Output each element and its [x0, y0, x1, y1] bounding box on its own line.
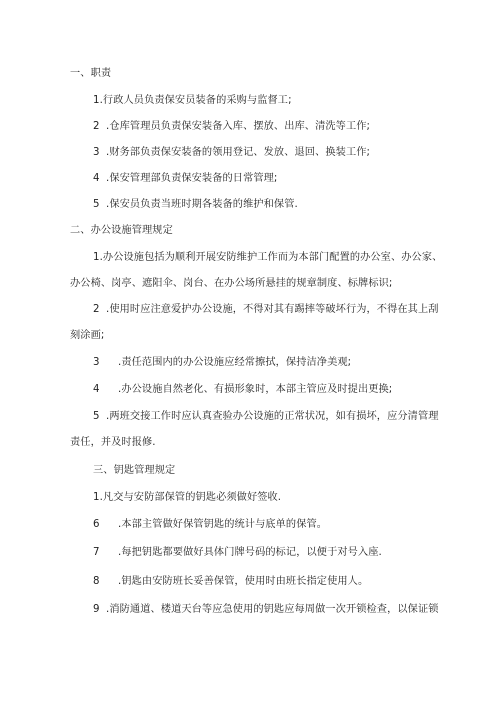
- office-rule-5-line-2: 责任，并及时报修.: [70, 437, 156, 448]
- item-number: 5: [93, 199, 100, 210]
- item-text: .仓库管理员负责保安装备入库、摆放、出库、清洗等工作;: [106, 121, 371, 132]
- key-rule-8: [93, 575, 368, 588]
- duty-item-2: [93, 120, 370, 133]
- duty-item-4: [93, 172, 277, 185]
- item-text: .办公设施自然老化、有损形象时，本部主管应及时提出更换;: [118, 384, 393, 395]
- item-text: .每把钥匙都要做好具体门牌号码的标记，以便于对号入座.: [118, 547, 382, 558]
- item-text: .财务部负责保安装备的领用登记、发放、退回、换装工作;: [106, 147, 371, 158]
- item-number: 3: [93, 147, 100, 158]
- office-rule-5-line-1: [93, 410, 439, 423]
- duty-item-1: 1.行政人员负责保安员装备的采购与监督工;: [93, 95, 292, 106]
- item-number: 3: [93, 357, 100, 368]
- item-text: .责任范围内的办公设施应经常擦拭，保持洁净美观;: [118, 357, 352, 368]
- duty-item-3: [93, 146, 370, 159]
- item-number: 9: [93, 604, 100, 615]
- key-rule-7: [93, 546, 382, 559]
- item-number: 7: [93, 547, 100, 558]
- office-rule-2-line-1: [93, 303, 439, 316]
- office-rule-4: [93, 383, 392, 396]
- office-rule-3: [93, 356, 351, 369]
- item-number: 2: [93, 304, 100, 315]
- key-rule-1: 1.凡交与安防部保管的钥匙必须做好签收.: [93, 492, 282, 503]
- section-heading-key-management: 三、钥匙管理规定: [93, 465, 176, 476]
- item-text: .钥匙由安防班长妥善保管，使用时由班长指定使用人。: [118, 576, 369, 587]
- item-text: .消防通道、楼道天台等应急使用的钥匙应每周做一次开锁检查，以保证锁: [106, 604, 439, 615]
- item-number: 4: [93, 384, 100, 395]
- office-rule-2-line-2: 刻涂画;: [70, 330, 105, 341]
- item-text: .保安管理部负责保安装备的日常管理;: [106, 173, 278, 184]
- section-heading-duties: 一、职责: [70, 68, 112, 79]
- item-text: .使用时应注意爱护办公设施，不得对其有踢摔等破坏行为，不得在其上刮: [106, 304, 439, 315]
- item-text: .两班交接工作时应认真查验办公设施的正常状况，如有损坏，应分清管理: [106, 411, 439, 422]
- item-number: 6: [93, 519, 100, 530]
- item-number: 5: [93, 411, 100, 422]
- duty-item-5: [93, 198, 298, 211]
- section-heading-office-facilities: 二、办公设施管理规定: [70, 225, 173, 236]
- item-text: .本部主管做好保管钥匙的统计与底单的保管。: [118, 519, 328, 530]
- item-number: 8: [93, 576, 100, 587]
- item-number: 4: [93, 173, 100, 184]
- item-number: 2: [93, 121, 100, 132]
- office-rule-1-line-1: 1.办公设施包括为顺利开展安防维护工作而为本部门配置的办公室、办公家、: [93, 252, 443, 263]
- office-rule-1-line-2: 办公椅、岗亭、遮阳伞、岗台、在办公场所悬挂的规章制度、标牌标识;: [70, 278, 393, 289]
- item-text: .保安员负责当班时期各装备的维护和保管.: [106, 199, 298, 210]
- key-rule-6: [93, 518, 327, 531]
- key-rule-9: [93, 603, 439, 616]
